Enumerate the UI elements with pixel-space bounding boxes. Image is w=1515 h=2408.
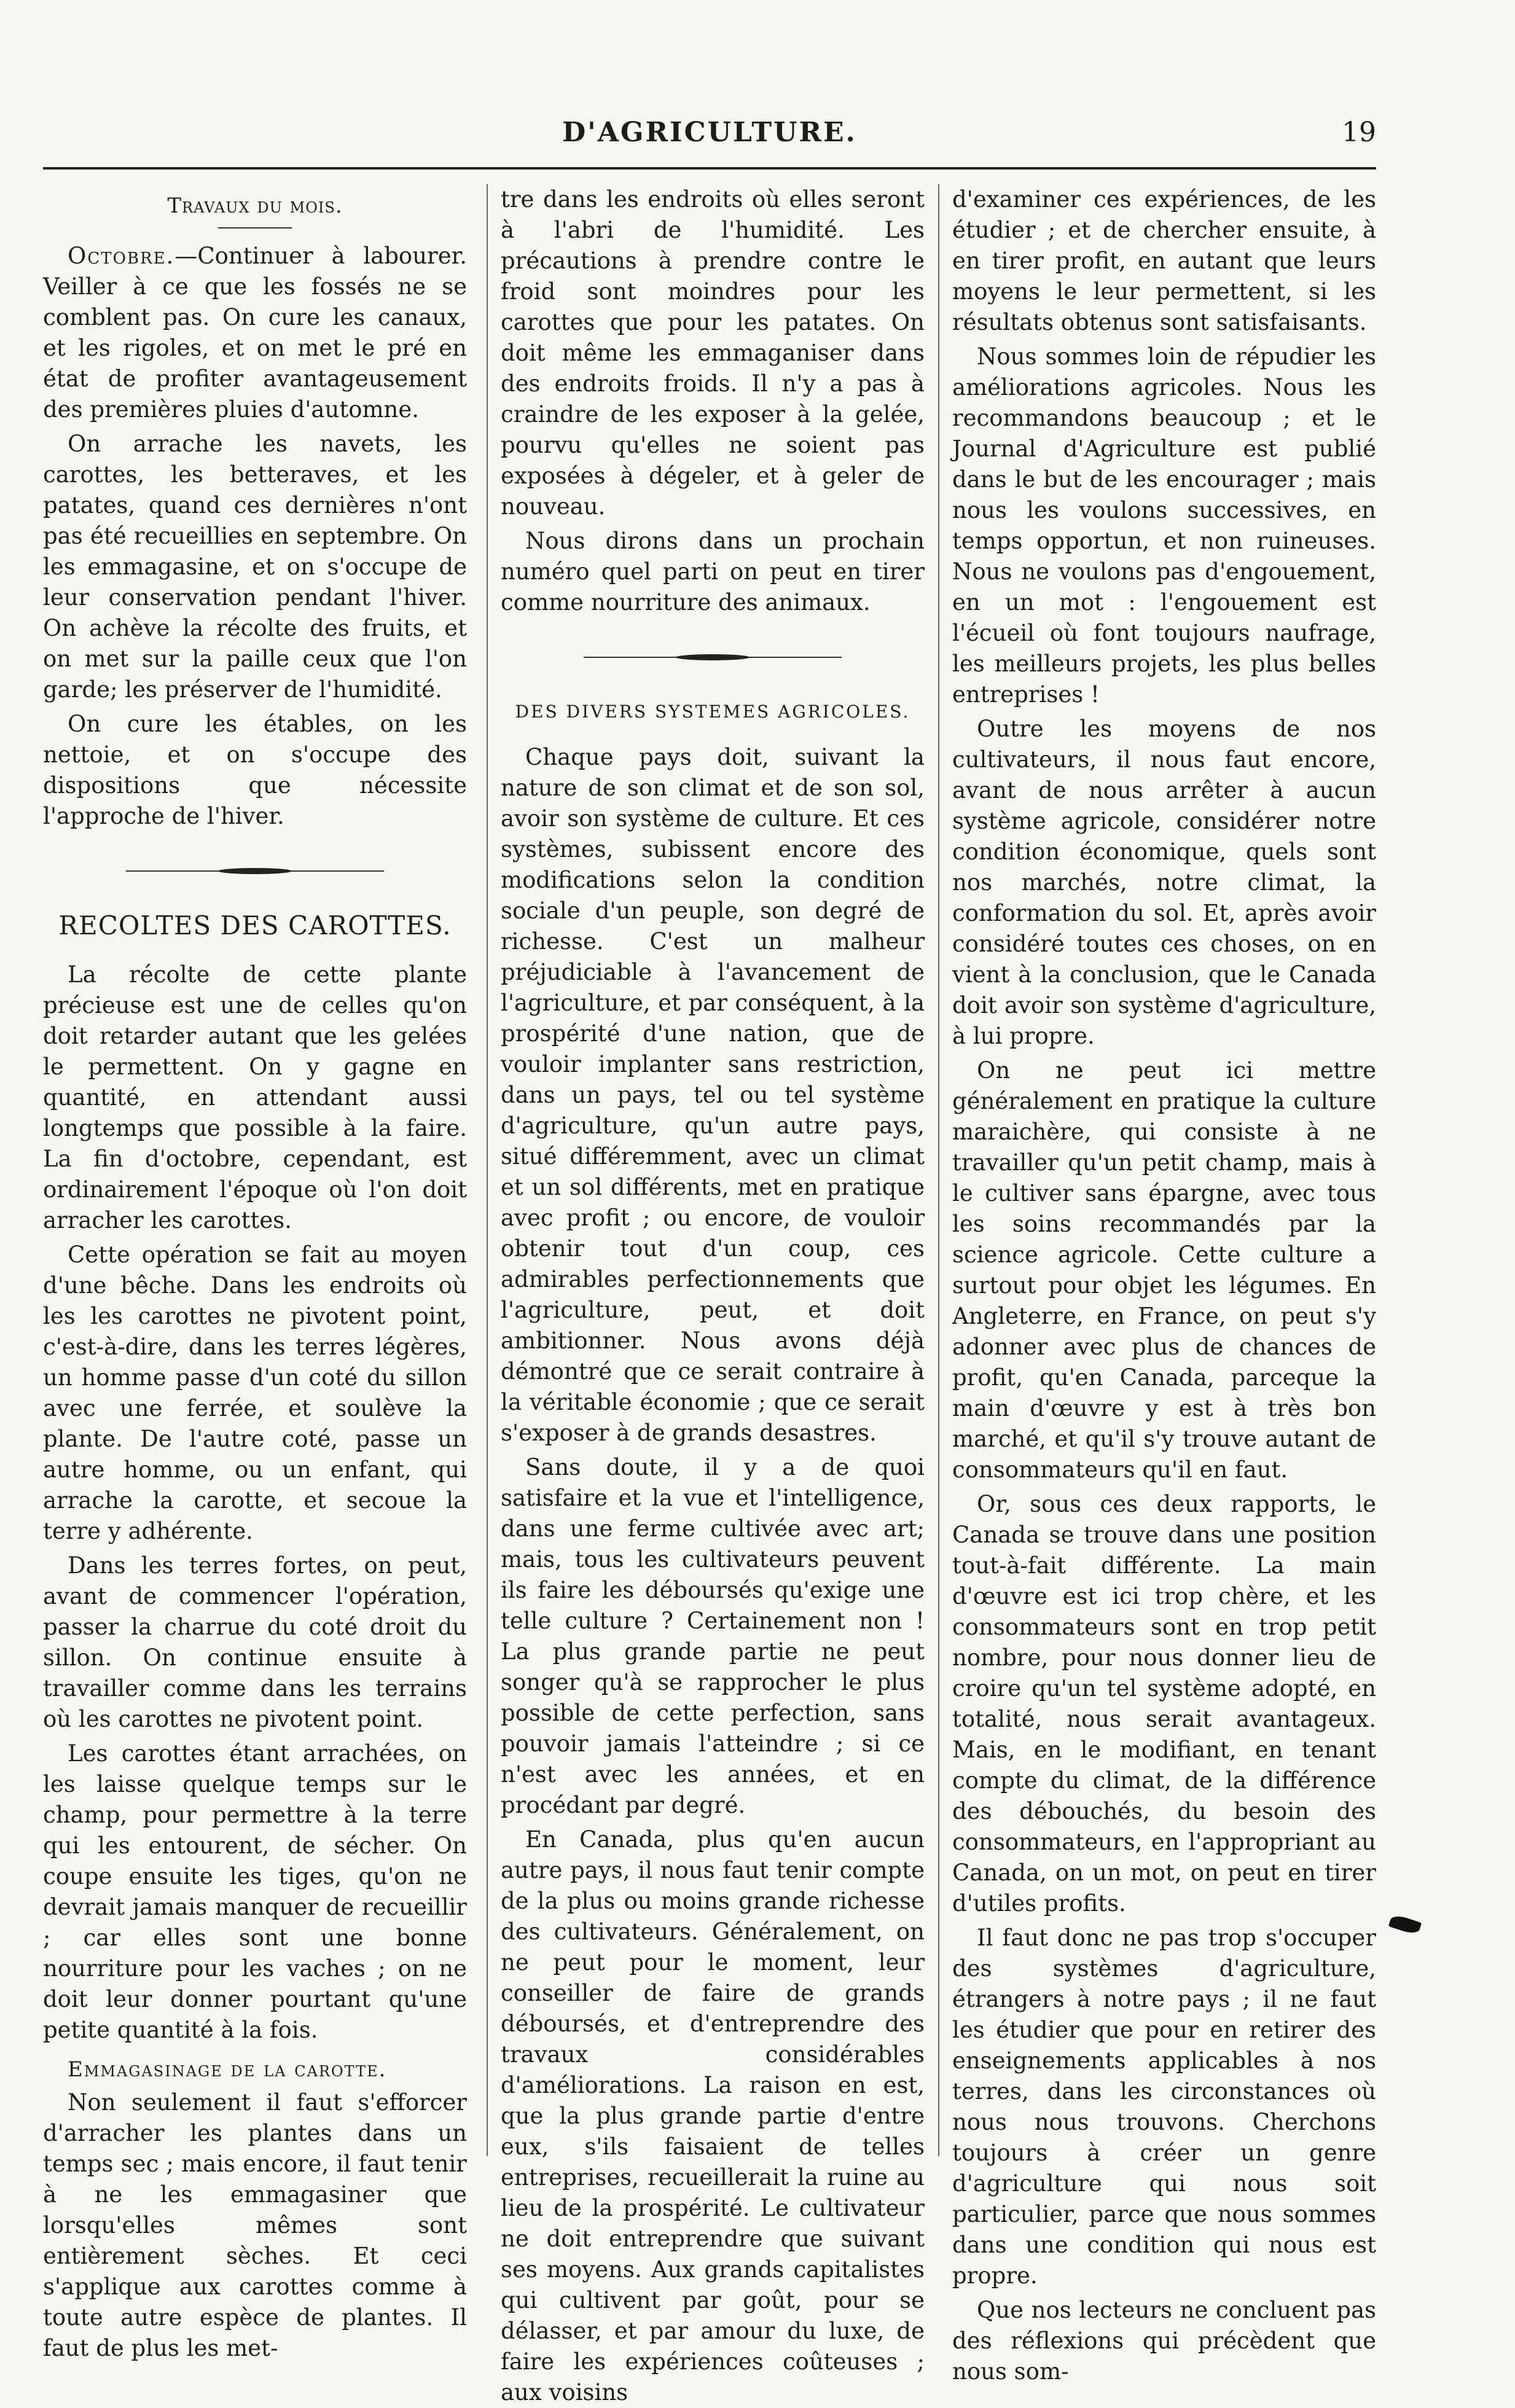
paragraph: On arrache les navets, les carottes, les betteraves, et les patates, quand ces dernières n'ont pas été recueillies en septembre. On les emmagasine, et on s'occupe de leur conservation pendant l'hiver. On achève la récolte des fruits, et on met sur la paille ceux que l'on garde; les préserver de l'humidité. bbox=[43, 431, 467, 703]
paragraph: d'examiner ces expériences, de les étudier ; et de chercher ensuite, à en tirer profit, en autant que leurs moyens le leur permettent, si les résultats obtenus sont satisfaisants. bbox=[952, 186, 1376, 335]
section-title-travaux: Travaux du mois. bbox=[167, 194, 343, 218]
article-columns bbox=[43, 184, 1376, 2406]
paragraph: Cette opération se fait au moyen d'une bêche. Dans les endroits où les les carottes ne pivotent point, c'est-à-dire, dans les terres légères, un homme passe d'un coté du sillon avec une ferrée, et soulève la plante. De l'autre coté, passe un autre homme, ou un enfant, qui arrache la carotte, et secoue la terre y adhérente. bbox=[43, 1241, 467, 1544]
paragraph: Dans les terres fortes, on peut, avant de commencer l'opération, passer la charrue du coté droit du sillon. On continue ensuite à travailler comme dans les terrains où les carottes ne pivotent point. bbox=[43, 1552, 467, 1732]
page-header bbox=[43, 117, 1376, 172]
section-title-systemes: DES DIVERS SYSTEMES AGRICOLES. bbox=[515, 702, 910, 722]
paragraph: Nous dirons dans un prochain numéro quel parti on peut en tirer comme nourriture des animaux. bbox=[501, 528, 925, 616]
paragraph: Outre les moyens de nos cultivateurs, il nous faut encore, avant de nous arrêter à aucun système agricole, considérer notre condition économique, quels sont nos marchés, notre climat, la conformation du sol. Et, après avoir considéré toutes ces choses, on en vient à la conclusion, que le Canada doit avoir son système d'agriculture, à lui propre. bbox=[952, 716, 1376, 1049]
column-divider bbox=[487, 184, 488, 2156]
paragraph bbox=[43, 241, 467, 425]
paragraph: La récolte de cette plante précieuse est une de celles qu'on doit retarder autant que les gelées le permettent. On y gagne en quantité, en attendant aussi longtemps que possible à la faire. La fin d'octobre, cependant, est ordinairement l'époque où l'on doit arracher les carottes. bbox=[43, 961, 467, 1233]
paragraph-text: —Continuer à labourer. Veiller à ce que les fossés ne se comblent pas. On cure les canaux, et les rigoles, et on met le pré en état de profiter avantageusement des premières pluies d'automne. bbox=[43, 243, 467, 423]
paragraph: Chaque pays doit, suivant la nature de son climat et de son sol, avoir son système de culture. Et ces systèmes, subissent encore des modifications selon la condition sociale d'un peuple, son degré de richesse. C'est un malheur préjudiciable à l'avancement de l'agriculture, et par conséquent, à la prospérité d'une nation, que de vouloir implanter sans restriction, dans un pays, tel ou tel système d'agriculture, qu'un autre pays, situé différemment, avec un climat et un sol différents, met en pratique avec profit ; ou encore, de vouloir obtenir tout d'un coup, ces admirables perfectionnements que l'agriculture, peut, et doit ambitionner. Nous avons déjà démontré que ce serait contraire à la véritable économie ; que ce serait s'exposer à de grands desastres. bbox=[501, 744, 925, 1446]
section-ornament bbox=[126, 859, 384, 883]
paragraph-lead: Octobre. bbox=[68, 243, 175, 269]
ink-blot bbox=[1388, 1914, 1422, 1936]
title-underline bbox=[218, 227, 292, 229]
paragraph: Que nos lecteurs ne concluent pas des réflexions qui précèdent que nous som- bbox=[952, 2297, 1376, 2385]
paragraph: On cure les étables, on les nettoie, et on s'occupe des dispositions que nécessite l'approche de l'hiver. bbox=[43, 711, 467, 829]
running-title: D'AGRICULTURE. bbox=[562, 117, 857, 148]
paragraph: tre dans les endroits où elles seront à l'abri de l'humidité. Les précautions à prendre contre le froid sont moindres pour les carottes que pour les patates. On doit même les emmaganiser dans des endroits froids. Il n'y a pas à craindre de les exposer à la gelée, pourvu qu'elles ne soient pas exposées à dégeler, et à geler de nouveau. bbox=[501, 186, 925, 520]
column-right bbox=[952, 184, 1376, 2385]
paragraph: Nous sommes loin de répudier les améliorations agricoles. Nous les recommandons beaucoup ; et le Journal d'Agriculture est publié dans le but de les encourager ; mais nous les voulons successives, en temps opportun, et non ruineuses. Nous ne voulons pas d'engouement, en un mot : l'engouement est l'écueil où font toujours naufrage, les meilleurs projets, les plus belles entreprises ! bbox=[952, 343, 1376, 708]
paragraph: Sans doute, il y a de quoi satisfaire et la vue et l'intelligence, dans une ferme cultivée avec art; mais, tous les cultivateurs peuvent ils faire les déboursés qu'exige une telle culture ? Certainement non ! La plus grande partie ne peut songer qu'à se rapprocher le plus possible de cette perfection, sans pouvoir jamais l'atteindre ; si ce n'est avec les années, et en procédant par degré. bbox=[501, 1454, 925, 1818]
paragraph: Or, sous ces deux rapports, le Canada se trouve dans une position tout-à-fait différente. La main d'œuvre est ici trop chère, et les consommateurs sont en trop petit nombre, pour nous donner lieu de croire qu'un tel système adopté, en totalité, nous serait avantageux. Mais, en le modifiant, en tenant compte du climat, de la différence des débouchés, du besoin des consommateurs, en l'appropriant au Canada, on un mot, on peut en tirer d'utiles profits. bbox=[952, 1491, 1376, 1917]
paragraph: On ne peut ici mettre généralement en pratique la culture maraichère, qui consiste à ne travailler qu'un petit champ, mais à le cultiver sans épargne, avec tous les soins recommandés par la science agricole. Cette culture a surtout pour objet les légumes. En Angleterre, en France, on peut s'y adonner avec plus de chances de profit, qu'en Canada, parceque la main d'œuvre y est à très bon marché, et qu'il s'y trouve autant de consommateurs qu'il en faut. bbox=[952, 1057, 1376, 1483]
paragraph: Les carottes étant arrachées, on les laisse quelque temps sur le champ, pour permettre à la terre qui les entourent, de sécher. On coupe ensuite les tiges, qu'on ne devrait jamais manquer de recueillir ; car elles sont une bonne nourriture pour les vaches ; on ne doit leur donner pourtant qu'une petite quantité à la fois. bbox=[43, 1740, 467, 2043]
column-middle bbox=[501, 184, 925, 2406]
subsection-title-emmagasinage: Emmagasinage de la carotte. bbox=[68, 2057, 387, 2082]
paragraph: En Canada, plus qu'en aucun autre pays, il nous faut tenir compte de la plus ou moins grande richesse des cultivateurs. Généralement, on ne peut pour le moment, leur conseiller de faire de grands déboursés, et d'entreprendre des travaux considérables d'améliorations. La raison en est, que la plus grande partie d'entre eux, s'ils faisaient de telles entreprises, recueillerait la ruine au lieu de la prospérité. Le cultivateur ne doit entreprendre que suivant ses moyens. Aux grands capitalistes qui cultivent par goût, pour se délasser, et par amour du luxe, de faire les expériences coûteuses ; aux voisins bbox=[501, 1826, 925, 2406]
column-left bbox=[43, 184, 467, 2361]
column-divider bbox=[938, 184, 939, 2156]
paragraph: Non seulement il faut s'efforcer d'arracher les plantes dans un temps sec ; mais encore, il faut tenir à ne les emmagasiner que lorsqu'elles mêmes sont entièrement sèches. Et ceci s'applique aux carottes comme à toute autre espèce de plantes. Il faut de plus les met- bbox=[43, 2089, 467, 2361]
section-ornament bbox=[584, 645, 842, 670]
paragraph: Il faut donc ne pas trop s'occuper des systèmes d'agriculture, étrangers à notre pays ; il ne faut les étudier que pour en retirer des enseignements applicables à nos terres, dans les circonstances où nous nous trouvons. Cherchons toujours à créer un genre d'agriculture qui nous soit particulier, parce que nous sommes dans une condition qui nous est propre. bbox=[952, 1925, 1376, 2289]
header-rule bbox=[43, 167, 1376, 170]
section-title-recoltes: RECOLTES DES CAROTTES. bbox=[58, 910, 452, 940]
page-number: 19 bbox=[1342, 117, 1376, 148]
